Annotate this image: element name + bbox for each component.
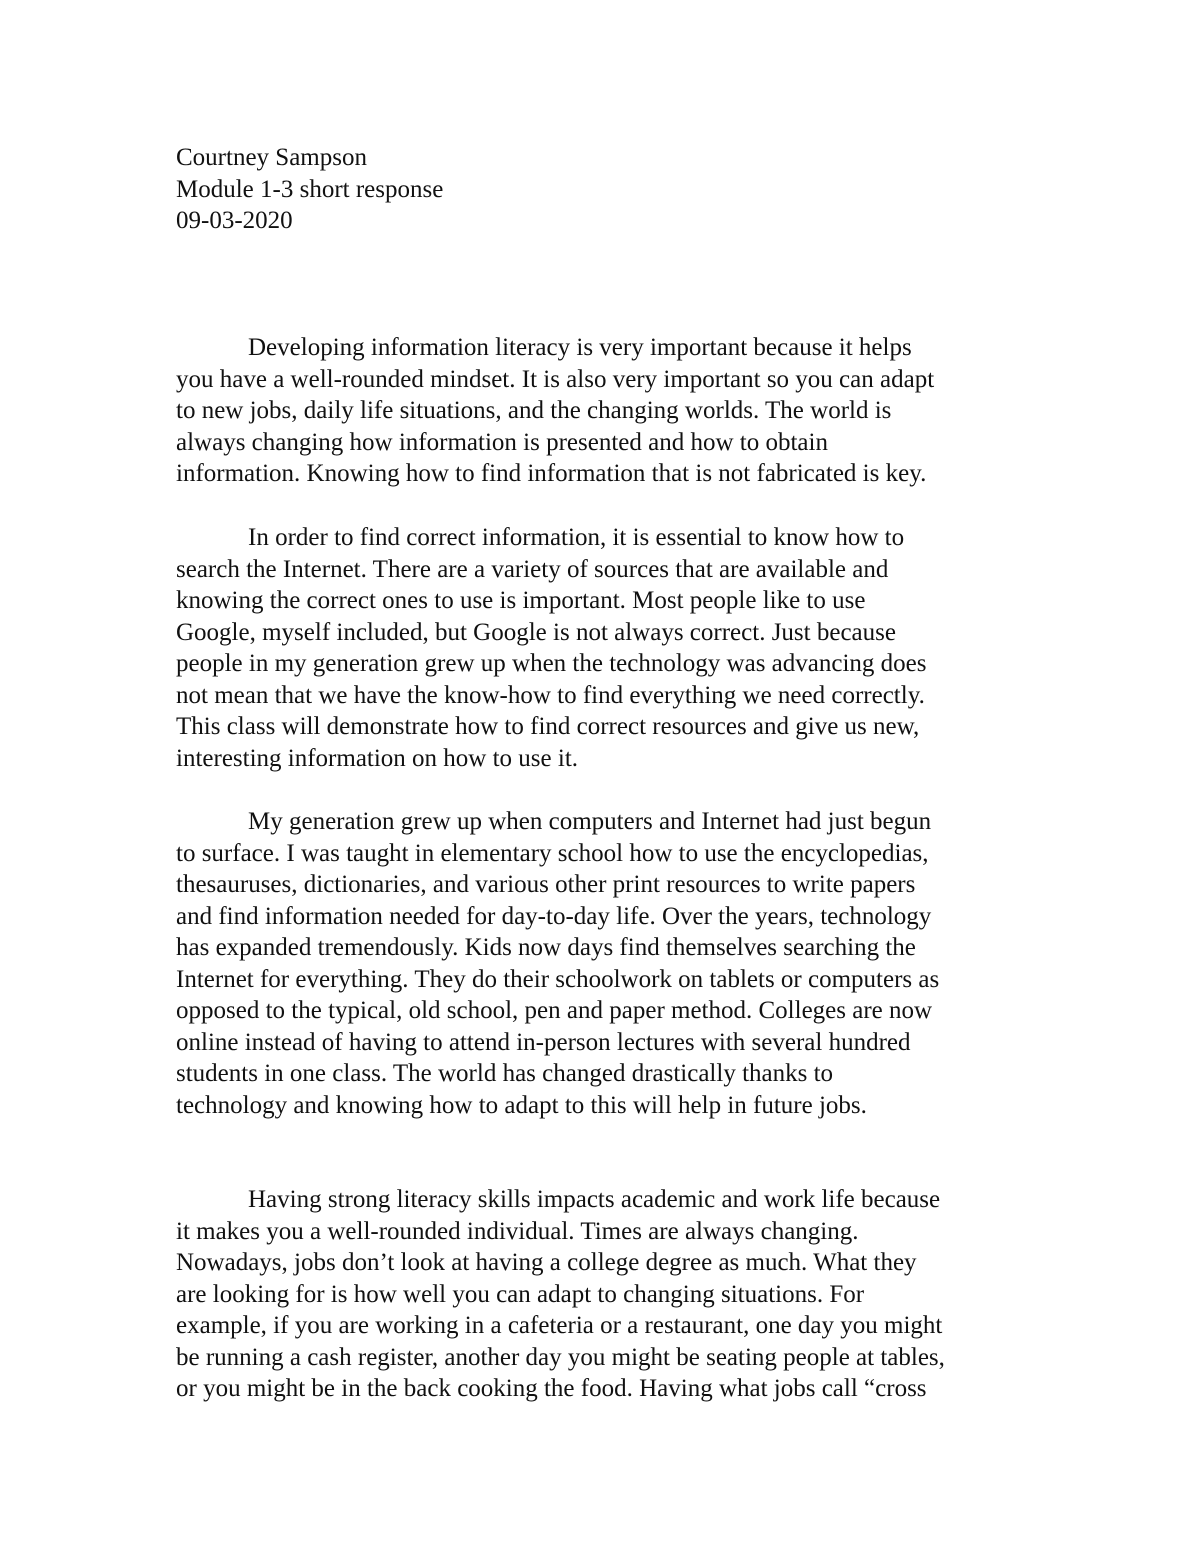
paragraph-2 (176, 522, 1056, 774)
paragraph-line: knowing the correct ones to use is important. Most people like to use (176, 587, 866, 614)
paragraph-line: always changing how information is presented and how to obtain (176, 428, 828, 456)
paragraph-line: thesauruses, dictionaries, and various other print resources to write papers (176, 871, 916, 898)
author-name: Courtney Sampson (176, 144, 367, 171)
paragraph-line: In order to find correct information, it is essential to know how to (248, 524, 905, 551)
paragraph-line: has expanded tremendously. Kids now days find themselves searching the (176, 934, 916, 961)
paragraph-line: be running a cash register, another day you might be seating people at tables, (176, 1343, 945, 1371)
paragraph-line: information. Knowing how to find information that is not fabricated is key. (176, 460, 927, 487)
paragraph-line: Google, myself included, but Google is not always correct. Just because (176, 618, 896, 646)
paragraph-line: to new jobs, daily life situations, and the changing worlds. The world is (176, 397, 892, 424)
paragraph-line: opposed to the typical, old school, pen and paper method. Colleges are now (176, 997, 933, 1024)
paragraph-line: search the Internet. There are a variety of sources that are available and (176, 555, 889, 583)
paragraph-line: My generation grew up when computers and Internet had just begun (248, 808, 932, 835)
paragraph-line: it makes you a well-rounded individual. Times are always changing. (176, 1217, 859, 1245)
paragraph-line: This class will demonstrate how to find correct resources and give us new, (176, 713, 920, 740)
paragraph-line: students in one class. The world has changed drastically thanks to (176, 1060, 834, 1087)
document-date: 09-03-2020 (176, 207, 293, 234)
paragraph-line: interesting information on how to use it. (176, 744, 579, 772)
document-header (176, 142, 443, 237)
paragraph-line: are looking for is how well you can adapt to changing situations. For (176, 1280, 865, 1308)
paragraph-line: technology and knowing how to adapt to this will help in future jobs. (176, 1091, 867, 1119)
paragraph-line: and find information needed for day-to-day life. Over the years, technology (176, 902, 932, 930)
paragraph-line: Developing information literacy is very important because it helps (248, 334, 912, 361)
paragraph-line: not mean that we have the know-how to find everything we need correctly. (176, 681, 925, 709)
paragraph-line: Internet for everything. They do their schoolwork on tablets or computers as (176, 965, 940, 993)
paragraph-line: Having strong literacy skills impacts academic and work life because (248, 1186, 941, 1213)
paragraph-4 (176, 1184, 1056, 1405)
paragraph-line: Nowadays, jobs don’t look at having a college degree as much. What they (176, 1249, 917, 1276)
paragraph-1 (176, 332, 1056, 490)
paragraph-line: or you might be in the back cooking the food. Having what jobs call “cross (176, 1375, 927, 1402)
assignment-title: Module 1-3 short response (176, 175, 444, 203)
paragraph-line: you have a well-rounded mindset. It is also very important so you can adapt (176, 365, 935, 393)
paragraph-line: online instead of having to attend in-person lectures with several hundred (176, 1028, 911, 1056)
paragraph-line: example, if you are working in a cafeteria or a restaurant, one day you might (176, 1312, 943, 1339)
paragraph-line: people in my generation grew up when the technology was advancing does (176, 650, 927, 677)
paragraph-line: to surface. I was taught in elementary school how to use the encyclopedias, (176, 839, 929, 867)
paragraph-3 (176, 806, 1056, 1121)
